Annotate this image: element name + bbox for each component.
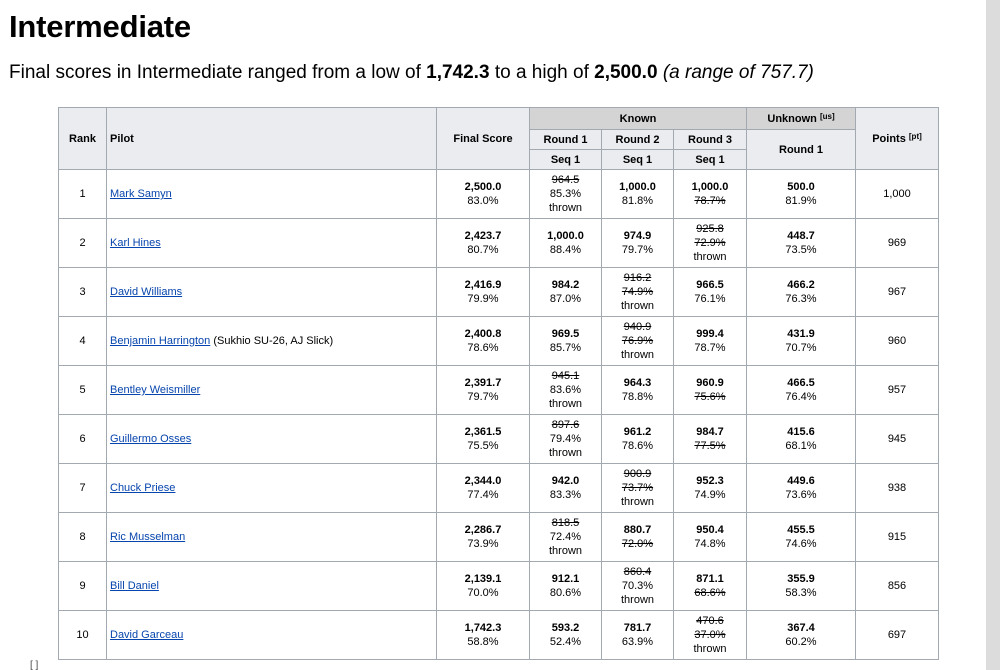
unknown-percent: 68.1%	[785, 440, 817, 452]
col-header-round-1: Round 1	[530, 130, 602, 150]
round-score: 916.2	[623, 272, 652, 284]
final-score-percent: 77.4%	[467, 489, 499, 501]
cell-r2	[602, 219, 674, 268]
cell-r2	[602, 317, 674, 366]
col-header-points	[856, 108, 939, 170]
rank-value: 9	[79, 580, 86, 592]
points-value: 967	[887, 286, 907, 298]
final-score-value: 1,742.3	[464, 622, 502, 634]
round-percent: 72.4%	[549, 531, 582, 543]
rank-value: 7	[79, 482, 86, 494]
round-percent: 74.8%	[694, 538, 726, 550]
round-percent: 63.9%	[621, 636, 654, 648]
cell-r1	[530, 562, 602, 611]
points-value: 697	[887, 629, 907, 641]
cell-points	[856, 513, 939, 562]
points-value: 938	[887, 482, 907, 494]
round-score: 950.4	[696, 524, 724, 536]
cell-final-score	[437, 366, 530, 415]
pilot-link[interactable]: Mark Samyn	[110, 188, 172, 200]
cell-points	[856, 219, 939, 268]
summary-range: (a range of 757.7)	[662, 62, 814, 83]
round-percent: 79.4%	[549, 433, 582, 445]
round-score: 897.6	[551, 419, 580, 431]
thrown-label: thrown	[620, 496, 655, 508]
round-score: 1,000.0	[619, 181, 656, 193]
unknown-note[interactable]: [us]	[819, 111, 835, 121]
round-percent: 74.9%	[621, 286, 654, 298]
thrown-label: thrown	[693, 251, 727, 263]
cell-final-score	[437, 219, 530, 268]
round-score: 969.5	[551, 328, 580, 340]
round-score: 966.5	[696, 279, 724, 291]
round-score: 945.1	[551, 370, 580, 382]
final-score-percent: 58.8%	[467, 636, 499, 648]
cell-pilot	[107, 464, 437, 513]
unknown-score: 415.6	[787, 426, 815, 438]
round-percent: 79.7%	[621, 244, 654, 256]
round-score: 984.2	[551, 279, 580, 291]
summary-prefix: Final scores in Intermediate ranged from a low of	[9, 62, 421, 83]
cell-r3	[674, 464, 747, 513]
round-score: 952.3	[696, 475, 724, 487]
pilot-link[interactable]: Ric Musselman	[110, 531, 186, 543]
round-percent: 83.3%	[549, 489, 582, 501]
unknown-score: 500.0	[787, 181, 815, 193]
unknown-percent: 81.9%	[785, 195, 817, 207]
round-percent: 87.0%	[549, 293, 582, 305]
round-percent: 70.3%	[621, 580, 654, 592]
cell-r1	[530, 170, 602, 219]
final-score-percent: 70.0%	[467, 587, 499, 599]
round-score: 999.4	[696, 328, 724, 340]
cell-r3	[674, 415, 747, 464]
round-score: 964.5	[551, 174, 580, 186]
col-header-round-3: Round 3	[674, 130, 747, 150]
unknown-score: 431.9	[787, 328, 815, 340]
unknown-score: 355.9	[787, 573, 815, 585]
final-score-value: 2,416.9	[464, 279, 502, 291]
cell-rank	[59, 317, 107, 366]
cell-points	[856, 562, 939, 611]
summary-low-score: 1,742.3	[426, 62, 490, 83]
scrollbar-thumb[interactable]	[988, 0, 998, 670]
col-header-round-2: Round 2	[602, 130, 674, 150]
thrown-label: thrown	[548, 447, 583, 459]
pilot-link[interactable]: Benjamin Harrington	[110, 335, 211, 347]
round-score: 871.1	[696, 573, 724, 585]
cell-r1	[530, 317, 602, 366]
cell-r2	[602, 366, 674, 415]
round-score: 974.9	[623, 230, 652, 242]
cell-pilot	[107, 562, 437, 611]
table-row	[59, 268, 939, 317]
final-score-percent: 79.7%	[467, 391, 499, 403]
round-percent: 77.5%	[694, 440, 726, 452]
unknown-percent: 58.3%	[785, 587, 817, 599]
final-score-value: 2,361.5	[464, 426, 502, 438]
points-value: 957	[887, 384, 907, 396]
round-percent: 88.4%	[549, 244, 582, 256]
cell-r1	[530, 513, 602, 562]
unknown-score: 455.5	[787, 524, 815, 536]
cell-pilot	[107, 268, 437, 317]
round-percent: 85.7%	[549, 342, 582, 354]
cell-points	[856, 317, 939, 366]
rank-value: 1	[79, 188, 86, 200]
table-row	[59, 415, 939, 464]
cell-r2	[602, 611, 674, 660]
cell-points	[856, 611, 939, 660]
cell-r1	[530, 268, 602, 317]
pilot-link[interactable]: Bill Daniel	[110, 580, 159, 592]
cell-final-score	[437, 611, 530, 660]
round-score: 912.1	[551, 573, 580, 585]
vertical-scrollbar[interactable]	[986, 0, 1000, 670]
cell-final-score	[437, 415, 530, 464]
cell-final-score	[437, 268, 530, 317]
round-score: 961.2	[623, 426, 652, 438]
round-score: 593.2	[551, 622, 580, 634]
table-row	[59, 513, 939, 562]
cell-r3	[674, 219, 747, 268]
round-percent: 52.4%	[549, 636, 582, 648]
section-heading: Intermediate	[9, 9, 191, 44]
cell-r1	[530, 611, 602, 660]
results-body	[59, 170, 939, 660]
round-percent: 78.7%	[694, 195, 726, 207]
cell-r2	[602, 513, 674, 562]
cell-unknown-r1	[747, 562, 856, 611]
unknown-percent: 74.6%	[785, 538, 817, 550]
final-score-value: 2,500.0	[464, 181, 502, 193]
cell-r3	[674, 513, 747, 562]
round-score: 960.9	[696, 377, 724, 389]
table-row	[59, 170, 939, 219]
final-score-value: 2,286.7	[464, 524, 502, 536]
rank-value: 3	[79, 286, 86, 298]
cell-pilot	[107, 317, 437, 366]
round-score: 1,000.0	[547, 230, 584, 242]
round-score: 880.7	[623, 524, 652, 536]
final-score-value: 2,423.7	[464, 230, 502, 242]
unknown-percent: 60.2%	[785, 636, 817, 648]
cell-r1	[530, 366, 602, 415]
cell-r2	[602, 268, 674, 317]
points-value: 960	[887, 335, 907, 347]
col-header-final-score: Final Score	[437, 108, 530, 170]
table-row	[59, 611, 939, 660]
rank-value: 5	[79, 384, 86, 396]
pilot-link[interactable]: Bentley Weismiller	[110, 384, 201, 396]
unknown-percent: 73.5%	[785, 244, 817, 256]
cell-rank	[59, 513, 107, 562]
cell-pilot	[107, 611, 437, 660]
cell-points	[856, 268, 939, 317]
cell-points	[856, 415, 939, 464]
round-score: 900.9	[623, 468, 652, 480]
pilot-aircraft: (Sukhio SU-26, AJ Slick)	[213, 335, 334, 347]
cell-r3	[674, 170, 747, 219]
unknown-score: 448.7	[787, 230, 815, 242]
unknown-percent: 70.7%	[785, 342, 817, 354]
round-score: 940.9	[623, 321, 652, 333]
cell-final-score	[437, 562, 530, 611]
thrown-label: thrown	[620, 594, 655, 606]
round-percent: 78.7%	[694, 342, 726, 354]
unknown-percent: 76.4%	[785, 391, 817, 403]
round-score: 860.4	[623, 566, 652, 578]
col-header-rank: Rank	[59, 108, 107, 170]
cell-unknown-r1	[747, 170, 856, 219]
round-percent: 80.6%	[549, 587, 582, 599]
cell-r2	[602, 170, 674, 219]
footnote-fragment: [ ]	[30, 660, 39, 670]
table-row	[59, 562, 939, 611]
cell-unknown-r1	[747, 268, 856, 317]
rank-value: 6	[79, 433, 86, 445]
cell-rank	[59, 219, 107, 268]
final-score-value: 2,139.1	[464, 573, 502, 585]
final-score-percent: 78.6%	[467, 342, 499, 354]
cell-rank	[59, 464, 107, 513]
final-score-percent: 80.7%	[467, 244, 499, 256]
unknown-score: 466.2	[787, 279, 815, 291]
cell-r3	[674, 611, 747, 660]
final-score-percent: 83.0%	[467, 195, 499, 207]
cell-unknown-r1	[747, 464, 856, 513]
pilot-link[interactable]: David Garceau	[110, 629, 184, 641]
rank-value: 10	[76, 629, 89, 641]
cell-rank	[59, 611, 107, 660]
round-percent: 76.9%	[621, 335, 654, 347]
cell-pilot	[107, 366, 437, 415]
thrown-label: thrown	[693, 643, 727, 655]
table-row	[59, 464, 939, 513]
final-score-percent: 75.5%	[467, 440, 499, 452]
cell-rank	[59, 170, 107, 219]
unknown-label: Unknown	[767, 112, 817, 125]
final-score-value: 2,344.0	[464, 475, 502, 487]
round-percent: 76.1%	[694, 293, 726, 305]
round-score: 942.0	[551, 475, 580, 487]
unknown-score: 449.6	[787, 475, 815, 487]
cell-pilot	[107, 513, 437, 562]
pilot-link[interactable]: David Williams	[110, 286, 183, 298]
cell-points	[856, 170, 939, 219]
table-row	[59, 366, 939, 415]
cell-r1	[530, 219, 602, 268]
rank-value: 2	[79, 237, 86, 249]
final-score-value: 2,400.8	[464, 328, 502, 340]
cell-r1	[530, 464, 602, 513]
unknown-percent: 73.6%	[785, 489, 817, 501]
round-percent: 78.6%	[621, 440, 654, 452]
cell-unknown-r1	[747, 317, 856, 366]
cell-rank	[59, 415, 107, 464]
round-percent: 68.6%	[694, 587, 726, 599]
thrown-label: thrown	[620, 349, 655, 361]
cell-points	[856, 366, 939, 415]
col-header-known: Known	[530, 108, 747, 130]
round-score: 925.8	[696, 223, 724, 235]
points-value: 915	[887, 531, 907, 543]
cell-unknown-r1	[747, 415, 856, 464]
unknown-percent: 76.3%	[785, 293, 817, 305]
round-percent: 81.8%	[621, 195, 654, 207]
section-summary	[9, 62, 814, 84]
round-percent: 74.9%	[694, 489, 726, 501]
cell-unknown-r1	[747, 219, 856, 268]
summary-mid: to a high of	[494, 62, 589, 83]
cell-r2	[602, 415, 674, 464]
round-percent: 85.3%	[549, 188, 582, 200]
cell-final-score	[437, 464, 530, 513]
round-percent: 72.0%	[621, 538, 654, 550]
table-row	[59, 317, 939, 366]
col-header-unknown	[747, 108, 856, 130]
round-percent: 83.6%	[549, 384, 582, 396]
round-score: 984.7	[696, 426, 724, 438]
final-score-percent: 73.9%	[467, 538, 499, 550]
final-score-percent: 79.9%	[467, 293, 499, 305]
round-percent: 75.6%	[694, 391, 726, 403]
cell-points	[856, 464, 939, 513]
col-header-unknown-round-1: Round 1	[747, 130, 856, 170]
cell-r2	[602, 464, 674, 513]
points-value: 1,000	[883, 188, 911, 200]
pilot-link[interactable]: Guillermo Osses	[110, 433, 192, 445]
pilot-link[interactable]: Karl Hines	[110, 237, 161, 249]
thrown-label: thrown	[548, 545, 583, 557]
cell-rank	[59, 366, 107, 415]
results-table	[58, 107, 939, 660]
round-score: 470.6	[696, 615, 724, 627]
cell-r2	[602, 562, 674, 611]
rank-value: 8	[79, 531, 86, 543]
round-percent: 72.9%	[694, 237, 726, 249]
cell-final-score	[437, 170, 530, 219]
cell-pilot	[107, 170, 437, 219]
points-label: Points	[872, 132, 906, 145]
cell-pilot	[107, 219, 437, 268]
points-note[interactable]: [pt]	[908, 131, 922, 141]
table-row	[59, 219, 939, 268]
cell-unknown-r1	[747, 611, 856, 660]
points-value: 945	[887, 433, 907, 445]
round-percent: 78.8%	[621, 391, 654, 403]
col-header-pilot: Pilot	[107, 108, 437, 170]
cell-final-score	[437, 513, 530, 562]
round-percent: 73.7%	[621, 482, 654, 494]
cell-rank	[59, 562, 107, 611]
cell-r3	[674, 268, 747, 317]
cell-r3	[674, 317, 747, 366]
final-score-value: 2,391.7	[464, 377, 502, 389]
cell-r1	[530, 415, 602, 464]
round-score: 818.5	[551, 517, 580, 529]
thrown-label: thrown	[548, 398, 583, 410]
unknown-score: 367.4	[787, 622, 815, 634]
unknown-score: 466.5	[787, 377, 815, 389]
rank-value: 4	[79, 335, 86, 347]
points-value: 856	[887, 580, 907, 592]
pilot-link[interactable]: Chuck Priese	[110, 482, 176, 494]
cell-r3	[674, 366, 747, 415]
thrown-label: thrown	[620, 300, 655, 312]
col-header-seq-1: Seq 1	[530, 150, 602, 170]
cell-rank	[59, 268, 107, 317]
round-score: 1,000.0	[691, 181, 729, 193]
cell-final-score	[437, 317, 530, 366]
round-score: 964.3	[623, 377, 652, 389]
cell-unknown-r1	[747, 513, 856, 562]
cell-unknown-r1	[747, 366, 856, 415]
cell-r3	[674, 562, 747, 611]
thrown-label: thrown	[548, 202, 583, 214]
col-header-seq-3: Seq 1	[674, 150, 747, 170]
cell-pilot	[107, 415, 437, 464]
points-value: 969	[887, 237, 907, 249]
col-header-seq-2: Seq 1	[602, 150, 674, 170]
summary-high-score: 2,500.0	[594, 62, 658, 83]
round-score: 781.7	[623, 622, 652, 634]
round-percent: 37.0%	[694, 629, 726, 641]
